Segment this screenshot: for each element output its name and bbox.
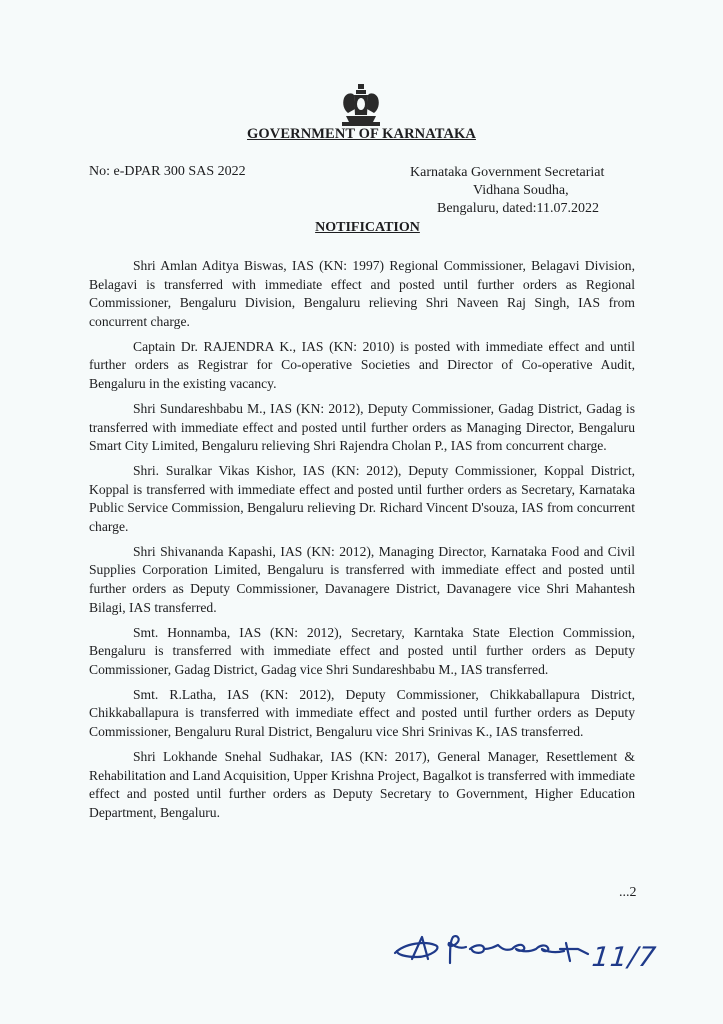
government-heading: GOVERNMENT OF KARNATAKA — [247, 126, 476, 142]
paragraph: Shri. Suralkar Vikas Kishor, IAS (KN: 2012), Deputy Commissioner, Koppal District, Koppal is transferred with immediate effect and posted until further orders as Secretary, Karnataka Public Service Commission, Bengaluru relieving Dr. Richard Vincent D'souza, IAS from concurrent charge. — [89, 463, 635, 534]
page-continuation: ...2 — [619, 885, 637, 900]
karnataka-emblem-icon — [338, 84, 384, 128]
paragraph: Shri Shivananda Kapashi, IAS (KN: 2012), Managing Director, Karnataka Food and Civil Supplies Corporation Limited, Bengaluru is transferred with immediate effect and posted until further orders as Deputy Commissioner, Davanagere District, Davanagere vice Shri Mahantesh Bilagi, IAS transferred. — [89, 543, 635, 615]
reference-number: No: e-DPAR 300 SAS 2022 — [89, 164, 246, 179]
paragraph: Captain Dr. RAJENDRA K., IAS (KN: 2010) is posted with immediate effect and until further orders as Registrar for Co-operative Societies and Director of Co-operative Audit, Bengaluru in the existing vacancy. — [89, 338, 635, 391]
address-block — [410, 164, 604, 218]
address-line: Karnataka Government Secretariat — [410, 165, 605, 180]
paragraph: Shri Amlan Aditya Biswas, IAS (KN: 1997) Regional Commissioner, Belagavi Division, Belagavi is transferred with immediate effect and posted until further orders as Regional Commissioner, Bengaluru Division, Bengaluru relieving Shri Naveen Raj Singh, IAS from concurrent charge. — [89, 258, 635, 329]
paragraph: Smt. R.Latha, IAS (KN: 2012), Deputy Commissioner, Chikkaballapura District, Chikkaballapura is transferred with immediate effect and posted until further orders as Deputy Commissioner, Bengaluru Rural District, Bengaluru vice Shri Srinivas K., IAS transferred. — [89, 686, 635, 739]
address-line: Vidhana Soudha, — [473, 183, 569, 198]
address-line: Bengaluru, dated:11.07.2022 — [437, 201, 600, 216]
paragraph: Shri Lokhande Snehal Sudhakar, IAS (KN: 2017), General Manager, Resettlement & Rehabilitation and Land Acquisition, Upper Krishna Project, Bagalkot is transferred with immediate effect and posted until further orders as Deputy Secretary to Government, Higher Education Department, Bengaluru. — [89, 748, 635, 820]
paragraph: Shri Sundareshbabu M., IAS (KN: 2012), Deputy Commissioner, Gadag District, Gadag is transferred with immediate effect and posted until further orders as Managing Director, Bengaluru Smart City Limited, Bengaluru relieving Shri Rajendra Cholan P., IAS from concurrent charge. — [89, 400, 635, 454]
paragraph: Smt. Honnamba, IAS (KN: 2012), Secretary, Karntaka State Election Commission, Bengaluru is transferred with immediate effect and posted until further orders as Deputy Commissioner, Gadag District, Gadag vice Shri Sundareshbabu M., IAS transferred. — [89, 624, 635, 677]
notification-body — [89, 257, 635, 829]
notification-title: NOTIFICATION — [315, 220, 420, 235]
signature-date-note: 11/7 — [590, 942, 659, 973]
